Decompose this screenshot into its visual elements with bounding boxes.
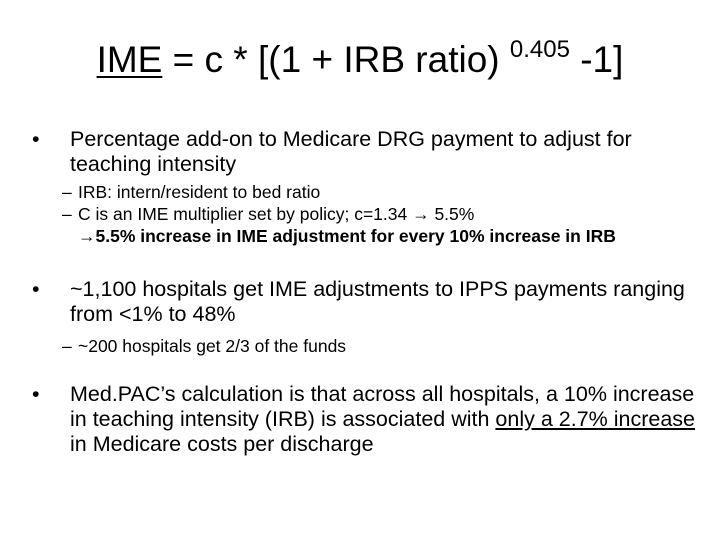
bullet-3-text: Med.PAC’s calculation is that across all hospitals, a 10% increase in teaching intensity (IRB) is associated with [70, 382, 695, 431]
bullet-1-text: Percentage add-on to Medicare DRG payment to adjust for teaching intensity [70, 127, 632, 176]
bullet-3-text-end: in Medicare costs per discharge [70, 432, 374, 456]
bullet-3-underlined: only a 2.7% increase [495, 407, 696, 431]
title-exponent: 0.405 [509, 35, 570, 63]
bullet-1-sub-1 [28, 181, 698, 203]
bullet-1-note: →5.5% increase in IME adjustment for every 10% increase in IRB [78, 226, 616, 246]
bullet-2 [28, 277, 698, 327]
bullet-1-sub-2 [28, 203, 698, 225]
title-formula: = c * [(1 + IRB ratio) [162, 39, 510, 80]
slide-body [28, 127, 698, 457]
dash-icon: – [62, 204, 72, 224]
bullet-dot-icon: • [32, 127, 40, 151]
bullet-1 [28, 127, 698, 177]
bullet-2-sub-1-text: ~200 hospitals get 2/3 of the funds [78, 336, 347, 356]
dash-icon: – [62, 182, 72, 202]
bullet-1-sub-2-text: C is an IME multiplier set by policy; c=1.34 → 5.5% [78, 204, 475, 224]
bullet-dot-icon: • [32, 382, 40, 406]
bullet-dot-icon: • [32, 277, 40, 301]
dash-icon: – [62, 336, 72, 356]
slide-title [0, 35, 720, 81]
bullet-2-text: ~1,100 hospitals get IME adjustments to IPPS payments ranging from <1% to 48% [70, 277, 685, 326]
bullet-3 [28, 382, 698, 457]
bullet-2-sub-1 [28, 335, 698, 357]
title-formula-end: -1] [569, 39, 624, 80]
bullet-1-sub-1-text: IRB: intern/resident to bed ratio [78, 182, 321, 202]
title-ime: IME [96, 39, 163, 80]
